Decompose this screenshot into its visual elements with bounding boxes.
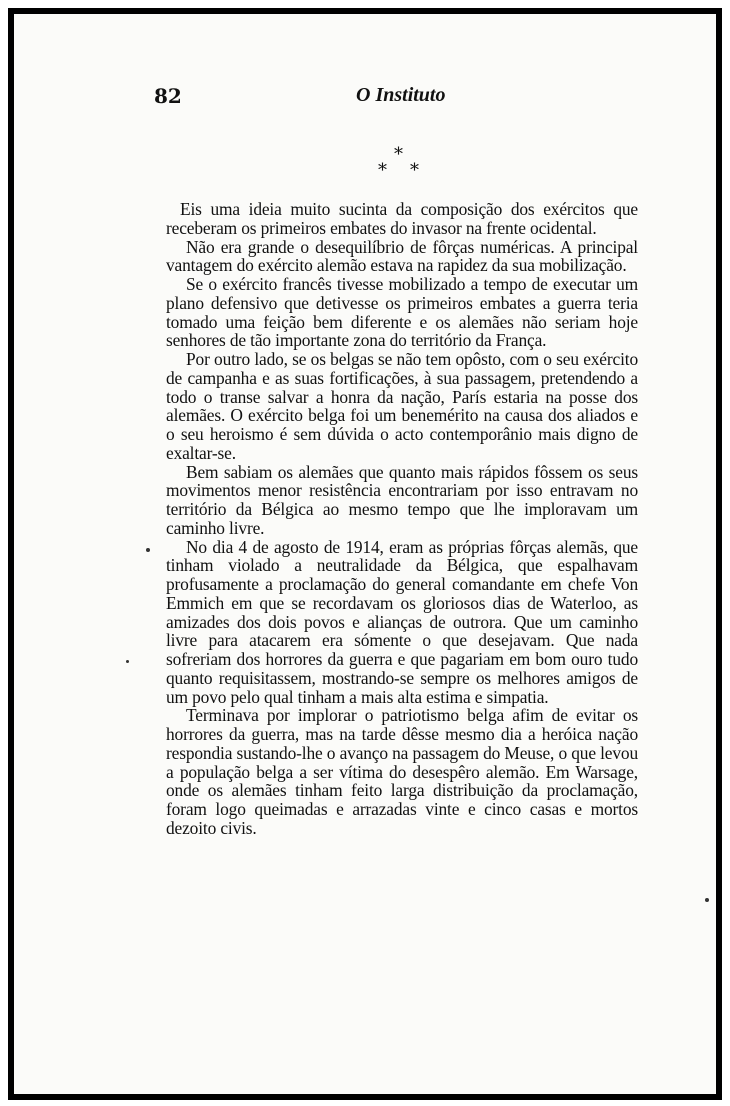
paragraph-3: Se o exército francês tivesse mobilizado a tempo de executar um plano defensivo que detivesse os primeiros embates a guerra teria tomado uma feição bem diferente e os alemães não seriam hoje senhores de tão importante zona do território da França.: [166, 274, 638, 351]
ink-speck: [126, 660, 129, 663]
paragraph-2: Não era grande o desequilíbrio de fôrças numéricas. A principal vantagem do exército alemão estava na rapidez da sua mobilização.: [166, 236, 638, 276]
asterism: [374, 144, 430, 188]
paragraph-4: Por outro lado, se os belgas se não tem opôsto, com o seu exército de campanha e as suas fortificações, à sua passagem, pretendendo a todo o transe salvar a honra da nação, París estaria na posse dos alemães. O exército belga foi um benemérito na causa dos aliados e o seu heroismo é sem dúvida o acto contemporânio mais digno de exaltar-se.: [166, 349, 638, 463]
paragraph-6: No dia 4 de agosto de 1914, eram as próprias fôrças alemãs, que tinham violado a neutralidade da Bélgica, que espalhavam profusamente a proclamação do general comandante em chefe Von Emmich em que se recordavam os gloriosos dias de Waterloo, as amizades dos dois povos e alianças de outrora. Que um caminho livre para atacarem era sómente o que desejavam. Que nada sofreriam dos horrores da guerra e que pagariam em bom ouro tudo quanto requisitassem, mostrando-se sempre os melhores amigos de um povo pelo qual tinham a mais alta estima e simpatia.: [166, 536, 638, 707]
running-title: O Instituto: [356, 84, 446, 106]
paragraph-1: Eis uma ideia muito sucinta da composição dos exércitos que receberam os primeiros embates do invasor na frente ocidental.: [166, 199, 638, 238]
asterism-star-top: *: [394, 144, 403, 165]
paragraph-7: Terminava por implorar o patriotismo belga afim de evitar os horrores da guerra, mas na tarde dêsse mesmo dia a heróica nação respondia sustando-lhe o avanço na passagem do Meuse, o que levou a população belga a ser vítima do desespêro alemão. Em Warsage, onde os alemães tinham feito larga distribuição da proclamação, foram logo queimadas e arrazadas vinte e cinco casas e mortos dezoito civis.: [166, 705, 638, 838]
asterism-star-right: *: [410, 160, 419, 181]
ink-speck: [705, 898, 709, 902]
body-text: [166, 200, 638, 838]
ink-speck: [146, 548, 150, 552]
page-number: 82: [154, 84, 182, 108]
asterism-star-left: *: [378, 160, 387, 181]
paragraph-5: Bem sabiam os alemães que quanto mais rápidos fôssem os seus movimentos menor resistência encontrariam por isso entravam no território da Bélgica ao mesmo tempo que lhe imploravam um caminho livre.: [166, 461, 638, 538]
